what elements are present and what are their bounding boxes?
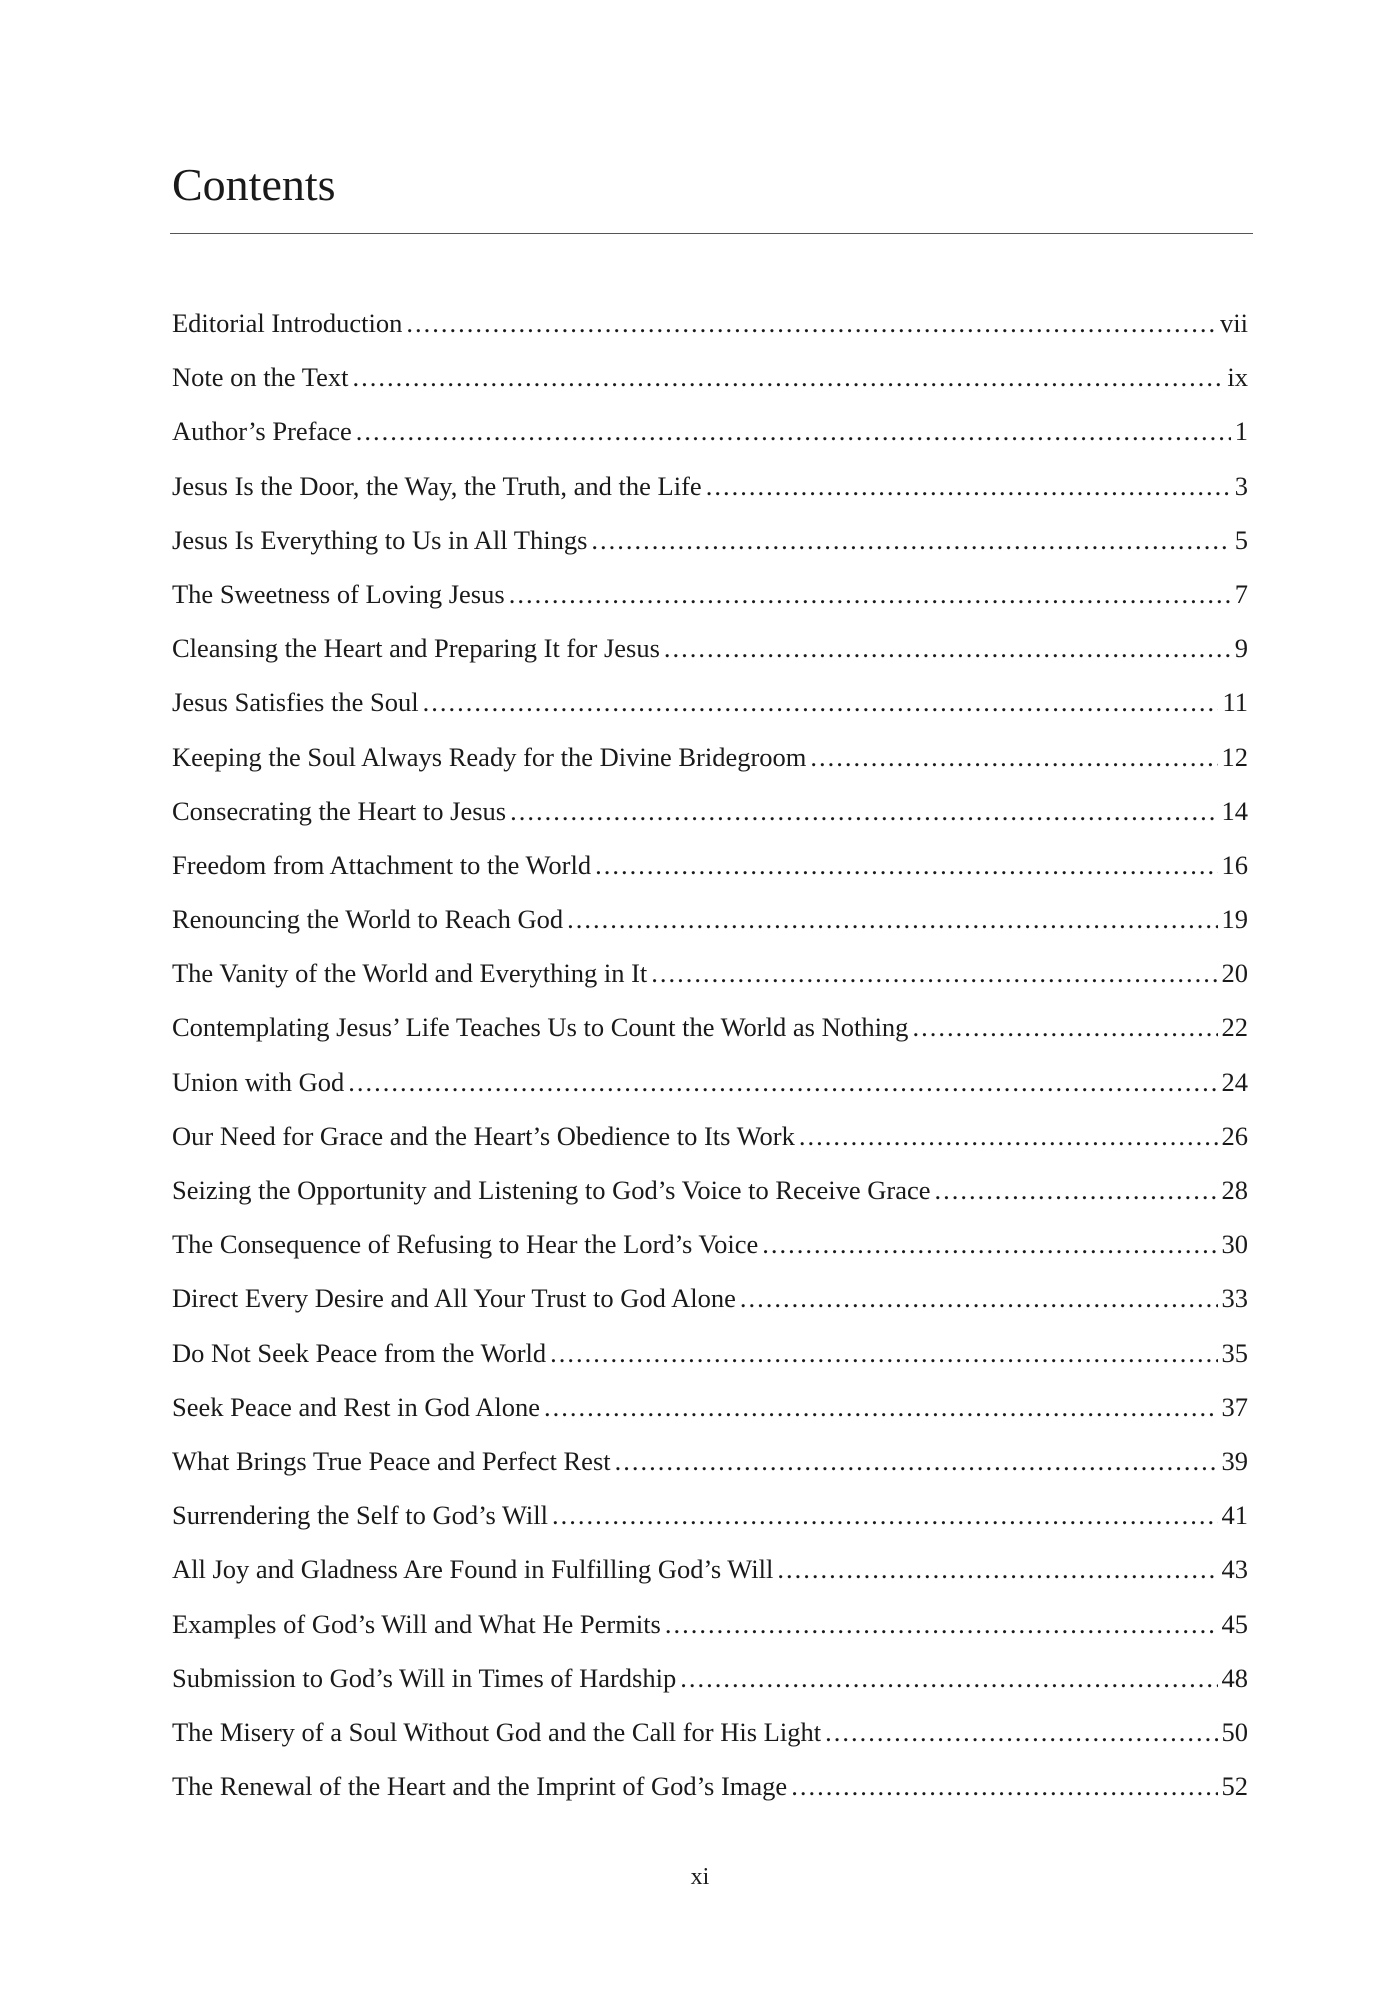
dot-leader xyxy=(651,946,1217,1000)
toc-entry-page-number: 52 xyxy=(1221,1771,1248,1802)
dot-leader xyxy=(706,459,1231,513)
table-of-contents xyxy=(172,296,1248,1813)
toc-entry-page-number: 33 xyxy=(1221,1283,1248,1314)
toc-entry-page-number: 43 xyxy=(1221,1554,1248,1585)
toc-entry-title: All Joy and Gladness Are Found in Fulfilling God’s Will xyxy=(172,1554,774,1585)
dot-leader xyxy=(353,350,1224,404)
dot-leader xyxy=(348,1055,1217,1109)
toc-entry-title: Editorial Introduction xyxy=(172,308,403,338)
toc-entry-page-number: 48 xyxy=(1221,1662,1248,1693)
toc-entry xyxy=(172,1380,1248,1434)
toc-entry-title: Submission to God’s Will in Times of Hardship xyxy=(172,1662,677,1693)
dot-leader xyxy=(510,784,1217,838)
toc-entry-title: Do Not Seek Peace from the World xyxy=(172,1337,547,1368)
toc-entry-page-number: 35 xyxy=(1221,1337,1248,1368)
heading-rule xyxy=(170,233,1253,234)
toc-entry-title: Direct Every Desire and All Your Trust to God Alone xyxy=(172,1283,736,1314)
toc-entry-title: Examples of God’s Will and What He Permits xyxy=(172,1608,661,1639)
toc-entry-page-number: 24 xyxy=(1221,1066,1248,1097)
toc-entry-page-number: 11 xyxy=(1222,687,1248,718)
toc-entry-title: Contemplating Jesus’ Life Teaches Us to Count the World as Nothing xyxy=(172,1012,909,1043)
dot-leader xyxy=(762,1217,1217,1271)
toc-entry-title: The Renewal of the Heart and the Imprint of God’s Image xyxy=(172,1771,788,1802)
toc-entry xyxy=(172,1705,1248,1759)
toc-entry-title: Jesus Is the Door, the Way, the Truth, and the Life xyxy=(172,470,702,501)
page-title: Contents xyxy=(172,159,336,210)
page-number: xi xyxy=(690,1864,710,1890)
toc-entry xyxy=(172,350,1248,404)
dot-leader xyxy=(680,1651,1217,1705)
toc-entry xyxy=(172,1759,1248,1813)
dot-leader xyxy=(550,1326,1217,1380)
dot-leader xyxy=(825,1705,1217,1759)
toc-entry-page-number: 45 xyxy=(1221,1608,1248,1639)
dot-leader xyxy=(406,296,1216,350)
toc-entry xyxy=(172,1271,1248,1325)
toc-entry xyxy=(172,1488,1248,1542)
toc-entry-title: Consecrating the Heart to Jesus xyxy=(172,795,507,826)
toc-entry-title: Jesus Satisfies the Soul xyxy=(172,687,419,718)
toc-entry xyxy=(172,1055,1248,1109)
toc-entry-title: Author’s Preface xyxy=(172,416,352,447)
toc-entry-title: Keeping the Soul Always Ready for the Divine Bridegroom xyxy=(172,741,807,772)
toc-entry-page-number: 20 xyxy=(1221,958,1248,989)
toc-entry-title: Note on the Text xyxy=(172,362,349,393)
dot-leader xyxy=(777,1542,1217,1596)
toc-entry-page-number: 14 xyxy=(1221,795,1248,826)
dot-leader xyxy=(665,1597,1218,1651)
dot-leader xyxy=(509,567,1231,621)
toc-entry-page-number: 19 xyxy=(1221,904,1248,935)
toc-entry-page-number: 16 xyxy=(1221,849,1248,880)
toc-entry-title: Union with God xyxy=(172,1066,345,1097)
toc-entry xyxy=(172,1651,1248,1705)
toc-entry-page-number: 22 xyxy=(1221,1012,1248,1043)
toc-entry-page-number: vii xyxy=(1220,308,1248,338)
toc-entry xyxy=(172,946,1248,1000)
toc-entry-title: Freedom from Attachment to the World xyxy=(172,849,592,880)
dot-leader xyxy=(615,1434,1218,1488)
dot-leader xyxy=(791,1759,1217,1813)
toc-entry-page-number: 7 xyxy=(1234,578,1248,609)
dot-leader xyxy=(664,621,1231,675)
toc-entry xyxy=(172,1597,1248,1651)
toc-entry xyxy=(172,1000,1248,1054)
toc-entry-page-number: 26 xyxy=(1221,1120,1248,1151)
toc-entry xyxy=(172,1217,1248,1271)
toc-entry-title: The Consequence of Refusing to Hear the Lord’s Voice xyxy=(172,1229,759,1260)
toc-entry xyxy=(172,730,1248,784)
dot-leader xyxy=(595,838,1217,892)
toc-entry xyxy=(172,1434,1248,1488)
toc-entry xyxy=(172,675,1248,729)
toc-entry-page-number: 3 xyxy=(1234,470,1248,501)
toc-entry-title: The Vanity of the World and Everything in It xyxy=(172,958,648,989)
toc-entry xyxy=(172,404,1248,458)
toc-entry-page-number: 1 xyxy=(1234,416,1248,447)
dot-leader xyxy=(935,1163,1218,1217)
toc-entry-page-number: 41 xyxy=(1221,1500,1248,1531)
dot-leader xyxy=(544,1380,1218,1434)
toc-entry-page-number: 9 xyxy=(1234,633,1248,664)
dot-leader xyxy=(810,730,1217,784)
dot-leader xyxy=(799,1109,1218,1163)
toc-entry xyxy=(172,621,1248,675)
toc-entry xyxy=(172,1326,1248,1380)
toc-entry xyxy=(172,784,1248,838)
toc-entry-title: The Misery of a Soul Without God and the Call for His Light xyxy=(172,1716,822,1747)
toc-entry-page-number: 50 xyxy=(1221,1716,1248,1747)
toc-entry-title: What Brings True Peace and Perfect Rest xyxy=(172,1445,611,1476)
toc-entry-title: Renouncing the World to Reach God xyxy=(172,904,564,935)
dot-leader xyxy=(423,675,1219,729)
toc-entry xyxy=(172,567,1248,621)
toc-entry xyxy=(172,513,1248,567)
dot-leader xyxy=(356,404,1231,458)
toc-entry-page-number: 12 xyxy=(1221,741,1248,772)
toc-entry-page-number: 28 xyxy=(1221,1175,1248,1205)
toc-entry-page-number: ix xyxy=(1227,362,1248,393)
dot-leader xyxy=(740,1271,1218,1325)
dot-leader xyxy=(567,892,1217,946)
toc-entry-title: Our Need for Grace and the Heart’s Obedience to Its Work xyxy=(172,1120,795,1151)
toc-entry-page-number: 37 xyxy=(1221,1391,1248,1422)
dot-leader xyxy=(552,1488,1217,1542)
toc-entry-title: Seizing the Opportunity and Listening to God’s Voice to Receive Grace xyxy=(172,1175,931,1205)
toc-entry-title: Jesus Is Everything to Us in All Things xyxy=(172,524,588,555)
toc-entry-title: Surrendering the Self to God’s Will xyxy=(172,1500,549,1531)
toc-entry-page-number: 5 xyxy=(1234,524,1248,555)
toc-entry-page-number: 30 xyxy=(1221,1229,1248,1260)
toc-entry xyxy=(172,296,1248,350)
toc-entry xyxy=(172,1109,1248,1163)
toc-entry-page-number: 39 xyxy=(1221,1445,1248,1476)
toc-entry-title: Seek Peace and Rest in God Alone xyxy=(172,1391,540,1422)
toc-entry xyxy=(172,459,1248,513)
toc-entry xyxy=(172,1542,1248,1596)
toc-entry xyxy=(172,892,1248,946)
toc-entry-title: The Sweetness of Loving Jesus xyxy=(172,578,505,609)
dot-leader xyxy=(591,513,1230,567)
toc-entry xyxy=(172,838,1248,892)
toc-entry-title: Cleansing the Heart and Preparing It for Jesus xyxy=(172,633,660,664)
toc-entry xyxy=(172,1163,1248,1217)
dot-leader xyxy=(912,1000,1217,1054)
